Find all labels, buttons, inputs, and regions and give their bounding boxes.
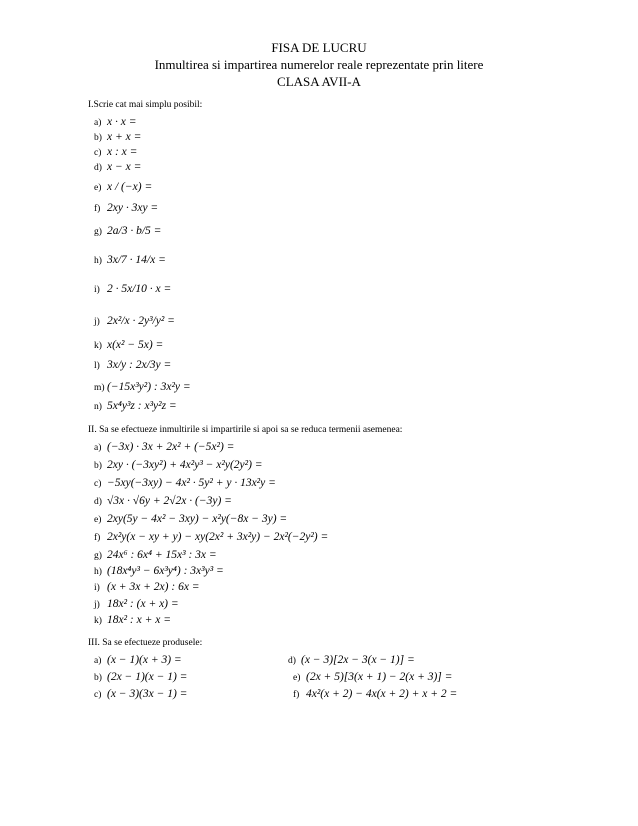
exercise-3d: d) (x − 3)[2x − 3(x − 1)] = [288, 654, 415, 666]
exercise-expression: 2xy · 3xy = [107, 202, 159, 214]
exercise-expression: (2x − 1)(x − 1) = [107, 671, 188, 683]
exercise-expression: (18x⁴y³ − 6x³y⁴) : 3x³y³ = [107, 565, 224, 577]
exercise-1k: k) x(x² − 5x) = [94, 339, 164, 351]
exercise-3b: b) (2x − 1)(x − 1) = [94, 671, 188, 683]
exercise-expression: 3x/y : 2x/3y = [107, 359, 172, 371]
exercise-expression: 2 · 5x/10 · x = [107, 283, 172, 295]
exercise-expression: (x − 1)(x + 3) = [107, 654, 182, 666]
exercise-3f: f) 4x²(x + 2) − 4x(x + 2) + x + 2 = [293, 688, 458, 700]
exercise-expression: −5xy(−3xy) − 4x² · 5y² + y · 13x²y = [107, 477, 276, 489]
section-2-heading: II. Sa se efectueze inmultirile si impartirile si apoi sa se reduca termenii asemenea: [88, 425, 403, 435]
exercise-expression: (2x + 5)[3(x + 1) − 2(x + 3)] = [306, 671, 453, 683]
exercise-2h: h) (18x⁴y³ − 6x³y⁴) : 3x³y³ = [94, 565, 224, 577]
exercise-1l: l) 3x/y : 2x/3y = [94, 359, 172, 371]
exercise-1m: m) (−15x³y²) : 3x²y = [94, 381, 191, 393]
exercise-1a: a) x · x = [94, 116, 137, 128]
exercise-expression: (x − 3)[2x − 3(x − 1)] = [301, 654, 415, 666]
exercise-3e: e) (2x + 5)[3(x + 1) − 2(x + 3)] = [293, 671, 453, 683]
exercise-expression: x + x = [107, 131, 142, 143]
section-3-heading: III. Sa se efectueze produsele: [88, 638, 203, 648]
exercise-2e: e) 2xy(5y − 4x² − 3xy) − x²y(−8x − 3y) = [94, 513, 288, 525]
exercise-2c: c) −5xy(−3xy) − 4x² · 5y² + y · 13x²y = [94, 477, 276, 489]
exercise-expression: 5x⁴y³z : x³y²z = [107, 400, 177, 412]
exercise-2g: g) 24x⁶ : 6x⁴ + 15x³ : 3x = [94, 549, 217, 561]
exercise-expression: x · x = [107, 116, 137, 128]
exercise-1e: e) x / (−x) = [94, 181, 153, 193]
exercise-expression: 18x² : (x + x) = [107, 598, 179, 610]
exercise-expression: 2xy · (−3xy²) + 4x²y³ − x²y(2y²) = [107, 459, 263, 471]
exercise-1c: c) x : x = [94, 146, 138, 158]
exercise-1g: g) 2a/3 · b/5 = [94, 225, 162, 237]
exercise-1d: d) x − x = [94, 161, 142, 173]
exercise-expression: 3x/7 · 14/x = [107, 254, 166, 266]
exercise-2f: f) 2x²y(x − xy + y) − xy(2x² + 3x²y) − 2x²(−2y²) = [94, 531, 329, 543]
exercise-2b: b) 2xy · (−3xy²) + 4x²y³ − x²y(2y²) = [94, 459, 263, 471]
exercise-expression: 4x²(x + 2) − 4x(x + 2) + x + 2 = [306, 688, 458, 700]
worksheet-grade: CLASA AVII-A [277, 74, 361, 89]
exercise-1f: f) 2xy · 3xy = [94, 202, 159, 214]
worksheet-title: FISA DE LUCRU [271, 40, 367, 55]
exercise-1n: n) 5x⁴y³z : x³y²z = [94, 400, 177, 412]
exercise-expression: 2x²/x · 2y³/y² = [107, 315, 175, 327]
exercise-2k: k) 18x² : x + x = [94, 614, 171, 626]
exercise-3a: a) (x − 1)(x + 3) = [94, 654, 182, 666]
exercise-1j: j) 2x²/x · 2y³/y² = [94, 315, 175, 327]
exercise-expression: 18x² : x + x = [107, 614, 171, 626]
exercise-expression: 2x²y(x − xy + y) − xy(2x² + 3x²y) − 2x²(−2y²) = [107, 531, 329, 543]
exercise-1h: h) 3x/7 · 14/x = [94, 254, 166, 266]
exercise-expression: (x − 3)(3x − 1) = [107, 688, 188, 700]
exercise-expression: (−15x³y²) : 3x²y = [107, 381, 191, 393]
worksheet-subtitle: Inmultirea si impartirea numerelor reale reprezentate prin litere [154, 57, 484, 72]
exercise-2j: j) 18x² : (x + x) = [94, 598, 179, 610]
exercise-expression: (x + 3x + 2x) : 6x = [107, 581, 200, 593]
exercise-expression: 24x⁶ : 6x⁴ + 15x³ : 3x = [107, 549, 217, 561]
exercise-expression: x(x² − 5x) = [107, 339, 164, 351]
exercise-expression: 2a/3 · b/5 = [107, 225, 162, 237]
exercise-3c: c) (x − 3)(3x − 1) = [94, 688, 188, 700]
exercise-expression: √3x · √6y + 2√2x · (−3y) = [107, 495, 232, 507]
exercise-expression: x − x = [107, 161, 142, 173]
exercise-expression: x / (−x) = [107, 181, 153, 193]
exercise-expression: (−3x) · 3x + 2x² + (−5x²) = [107, 441, 235, 453]
exercise-expression: x : x = [107, 146, 138, 158]
section-1-heading: I.Scrie cat mai simplu posibil: [88, 100, 203, 110]
exercise-2i: i) (x + 3x + 2x) : 6x = [94, 581, 200, 593]
exercise-expression: 2xy(5y − 4x² − 3xy) − x²y(−8x − 3y) = [107, 513, 288, 525]
exercise-1b: b) x + x = [94, 131, 142, 143]
exercise-1i: i) 2 · 5x/10 · x = [94, 283, 172, 295]
exercise-2d: d) √3x · √6y + 2√2x · (−3y) = [94, 495, 232, 507]
exercise-2a: a) (−3x) · 3x + 2x² + (−5x²) = [94, 441, 235, 453]
